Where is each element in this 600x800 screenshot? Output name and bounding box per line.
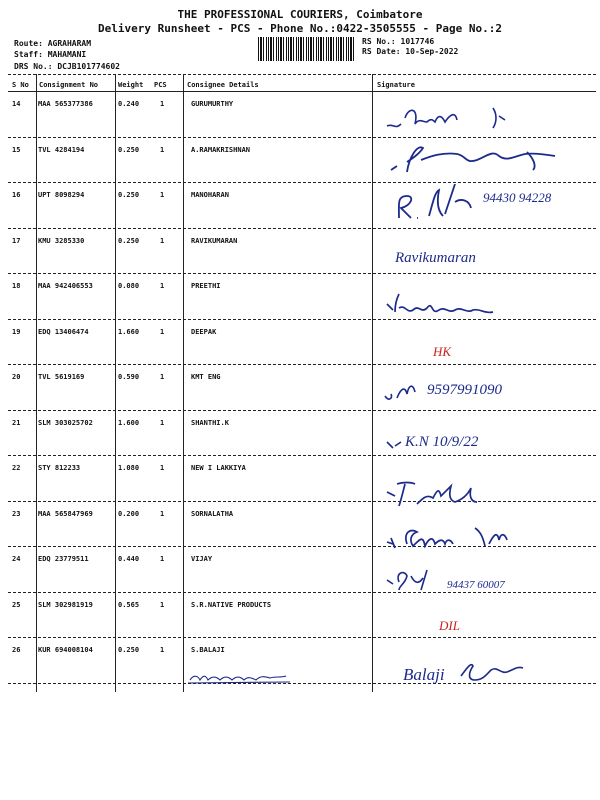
row-pcs: 1 — [160, 100, 165, 108]
row-sno: 17 — [12, 236, 21, 245]
row-consignee: RAVIKUMARAN — [191, 236, 238, 245]
signature-balaji — [377, 652, 593, 690]
row-consignee: A.RAMAKRISHNAN — [191, 145, 251, 154]
header-signature: Signature — [377, 81, 415, 89]
col-divider — [183, 74, 184, 692]
row-pcs: 1 — [160, 646, 165, 654]
header-consignee: Consignee Details — [187, 81, 259, 89]
row-sno: 16 — [12, 191, 21, 199]
signature-new-i-lakkiya — [377, 474, 593, 510]
row-separator — [8, 182, 596, 183]
row-weight: 0.440 — [118, 555, 140, 563]
header-weight: Weight — [118, 81, 144, 89]
staff-label: Staff: MAHAMANI — [14, 50, 87, 59]
row-sno: 26 — [12, 646, 21, 654]
signature-kmt-eng — [377, 372, 593, 408]
row-consignment-no: KMU 3285330 — [38, 236, 85, 245]
row-consignment-no: KUR 694008104 — [38, 646, 93, 654]
row-weight: 0.080 — [118, 282, 140, 290]
signature-manoharan — [377, 184, 593, 224]
row-pcs: 1 — [160, 509, 165, 518]
row-consignee: PREETHI — [191, 282, 221, 290]
signature-ramakrishnan — [377, 140, 593, 176]
signature-shanthi — [377, 420, 593, 456]
signature-ravikumaran — [377, 238, 593, 274]
row-consignment-no: UPT 8098294 — [38, 191, 85, 199]
row-consignment-no: SLM 302981919 — [38, 600, 93, 609]
row-consignment-no: EDQ 13406474 — [38, 327, 89, 336]
col-divider — [36, 74, 37, 692]
row-sno: 24 — [12, 555, 21, 563]
row-weight: 0.250 — [118, 646, 140, 654]
signature-sornalatha — [377, 518, 593, 554]
row-consignee: MANOHARAN — [191, 191, 229, 199]
row-consignment-no: SLM 303025702 — [38, 418, 93, 427]
row-consignment-no: STY 812233 — [38, 464, 81, 472]
row-consignee: KMT ENG — [191, 373, 221, 381]
drs-label: DRS No.: DCJB101774602 — [14, 62, 120, 71]
row-consignee: SHANTHI.K — [191, 418, 229, 427]
row-consignee: GURUMURTHY — [191, 100, 234, 108]
runsheet-subtitle: Delivery Runsheet - PCS - Phone No.:0422-3505555 - Page No.:2 — [98, 22, 502, 35]
row-pcs: 1 — [160, 191, 165, 199]
row-sno: 19 — [12, 327, 21, 336]
col-divider — [372, 74, 373, 692]
row-consignment-no: TVL 4284194 — [38, 145, 85, 154]
handwritten-phone-24: 94437 60007 — [447, 579, 505, 591]
rs-number: RS No.: 1017746 — [362, 37, 435, 46]
row-consignee: VIJAY — [191, 555, 213, 563]
row-weight: 0.200 — [118, 509, 140, 518]
row-sno: 23 — [12, 509, 21, 518]
row-pcs: 1 — [160, 145, 165, 154]
row-weight: 1.600 — [118, 418, 140, 427]
row-pcs: 1 — [160, 600, 165, 609]
row-consignment-no: TVL 5619169 — [38, 373, 85, 381]
row-sno: 15 — [12, 145, 21, 154]
signature-deepak — [377, 334, 593, 370]
row-weight: 1.080 — [118, 464, 140, 472]
handwritten-name-17: Ravikumaran — [395, 250, 476, 266]
row-weight: 0.565 — [118, 600, 140, 609]
row-pcs: 1 — [160, 327, 165, 336]
route-label: Route: AGRAHARAM — [14, 39, 92, 48]
row-sno: 21 — [12, 418, 21, 427]
row-weight: 0.240 — [118, 100, 140, 108]
row-pcs: 1 — [160, 282, 165, 290]
row-sno: 20 — [12, 373, 21, 381]
row-weight: 0.250 — [118, 236, 140, 245]
recipient-signature-balaji — [186, 668, 296, 686]
company-title: THE PROFESSIONAL COURIERS, Coimbatore — [177, 8, 423, 21]
table-top-rule — [8, 74, 596, 75]
row-sno: 18 — [12, 282, 21, 290]
signature-preethi — [377, 290, 593, 326]
table-header-rule — [8, 91, 596, 92]
row-pcs: 1 — [160, 464, 165, 472]
row-sno: 22 — [12, 464, 21, 472]
row-consignment-no: MAA 565847969 — [38, 509, 93, 518]
row-pcs: 1 — [160, 418, 165, 427]
row-sno: 14 — [12, 100, 21, 108]
barcode — [258, 37, 354, 61]
handwritten-phone-16: 94430 94228 — [483, 190, 552, 205]
header-sno: S No — [12, 81, 29, 89]
row-weight: 0.250 — [118, 145, 140, 154]
handwritten-initials-25: DIL — [439, 618, 460, 633]
row-weight: 1.660 — [118, 327, 140, 336]
row-pcs: 1 — [160, 373, 165, 381]
row-pcs: 1 — [160, 555, 165, 563]
row-consignment-no: MAA 565377386 — [38, 100, 93, 108]
signature-vijay — [377, 562, 593, 598]
header-consignment: Consignment No — [39, 81, 99, 89]
header-pcs: PCS — [154, 81, 167, 89]
row-consignee: NEW I LAKKIYA — [191, 464, 246, 472]
handwritten-name-26: Balaji — [403, 665, 445, 684]
row-consignment-no: MAA 942406553 — [38, 282, 93, 290]
row-consignee: DEEPAK — [191, 327, 217, 336]
row-sno: 25 — [12, 600, 21, 609]
handwritten-phone-20: 9597991090 — [427, 382, 502, 398]
row-separator — [8, 410, 596, 411]
row-consignee: S.R.NATIVE PRODUCTS — [191, 600, 272, 609]
row-consignee: S.BALAJI — [191, 646, 225, 654]
row-separator — [8, 228, 596, 229]
row-separator — [8, 137, 596, 138]
handwritten-initials-19: HK — [433, 344, 452, 359]
row-weight: 0.250 — [118, 191, 140, 199]
handwritten-initials-21: K.N 10/9/22 — [405, 434, 479, 450]
row-weight: 0.590 — [118, 373, 140, 381]
signature-gurumurthy — [377, 98, 593, 134]
row-consignment-no: EDQ 23779511 — [38, 555, 89, 563]
row-pcs: 1 — [160, 236, 165, 245]
rs-date: RS Date: 10-Sep-2022 — [362, 47, 459, 56]
row-consignee: SORNALATHA — [191, 509, 234, 518]
col-divider — [115, 74, 116, 692]
signature-sr-native-products — [377, 608, 593, 644]
